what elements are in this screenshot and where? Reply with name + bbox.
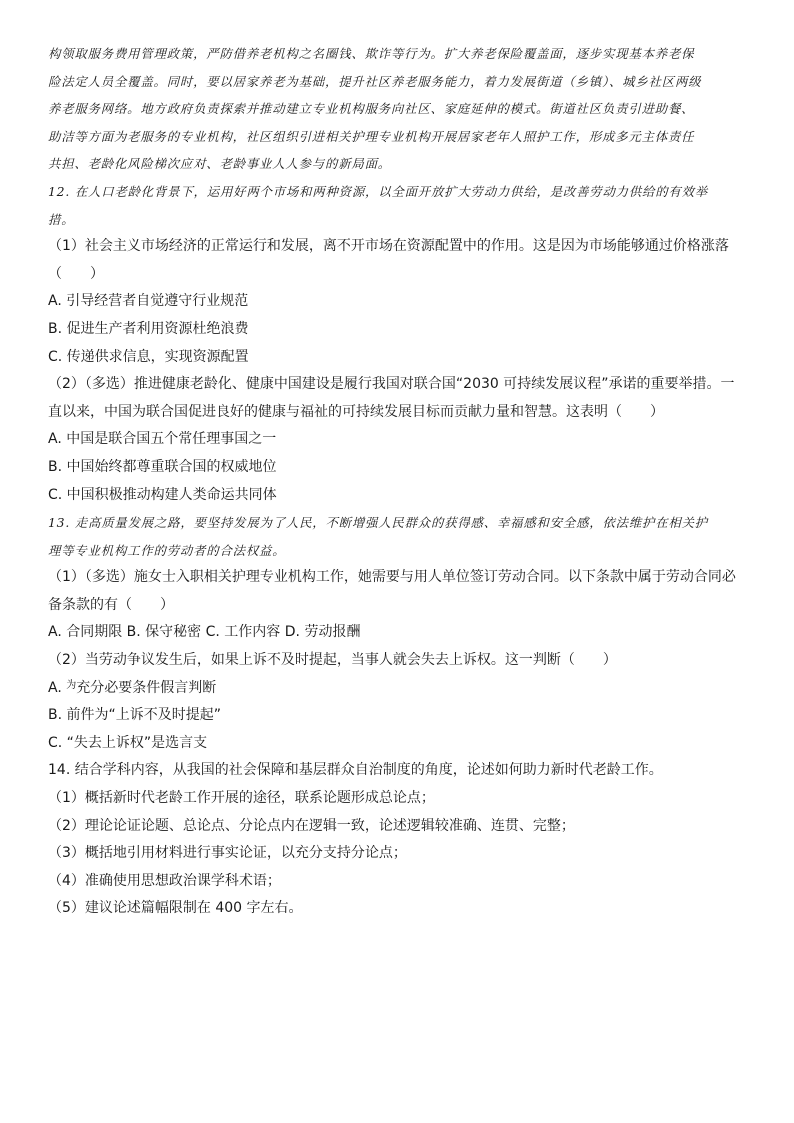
requirement-item: （1）概括新时代老龄工作开展的途径，联系论题形成总论点； xyxy=(48,790,435,807)
passage-line: 构领取服务费用管理政策，严防借养老机构之名圈钱、欺诈等行为。扩大养老保险覆盖面，逐步实现基本养老保 xyxy=(48,46,695,61)
option-a: A. 引导经营者自觉遵守行业规范 xyxy=(48,293,249,310)
question-13-1-stem: 备条款的有（ ） xyxy=(48,596,174,613)
question-14 xyxy=(48,757,752,923)
question-13-stem: 13. 走高质量发展之路，要坚持发展为了人民，不断增强人民群众的获得感、幸福感和安全感，依法维护在相关护 xyxy=(48,515,708,531)
requirement-item: （5）建议论述篇幅限制在 400 字左右。 xyxy=(48,900,303,917)
requirement-item: （2）理论论证论题、总论点、分论点内在逻辑一致，论述逻辑较准确、连贯、完整； xyxy=(48,817,575,834)
passage-line: 共担、老龄化风险梯次应对、老龄事业人人参与的新局面。 xyxy=(48,156,391,172)
question-13-1-stem: （1）（多选）施女士入职相关护理专业机构工作，她需要与用人单位签订劳动合同。以下条款中属于劳动合同必 xyxy=(48,569,736,586)
passage-line: 养老服务网络。地方政府负责探索并推动建立专业机构服务向社区、家庭延伸的模式。街道社区负责引进助餐、 xyxy=(48,101,695,117)
question-13-2-stem: （2）当劳动争议发生后，如果上诉不及时提起，当事人就会失去上诉权。这一判断（ ） xyxy=(48,652,617,669)
requirement-item: （3）概括地引用材料进行事实论证，以充分支持分论点； xyxy=(48,845,407,862)
option-b: B. 前件为“上诉不及时提起” xyxy=(48,707,222,724)
question-13 xyxy=(48,509,752,757)
option-a-text: 充分必要条件假言判断 xyxy=(76,679,217,696)
question-12-2-stem: （2）（多选）推进健康老龄化、健康中国建设是履行我国对联合国“2030 可持续发展议程”承诺的重要举措。一 xyxy=(48,376,735,393)
question-12 xyxy=(48,178,752,509)
passage xyxy=(48,40,752,178)
option-c: C. 传递供求信息，实现资源配置 xyxy=(48,348,249,365)
option-a xyxy=(48,675,752,703)
option-a-prefix: A. xyxy=(48,679,67,696)
option-b: B. 促进生产者利用资源杜绝浪费 xyxy=(48,320,249,337)
option-c: C. 中国积极推动构建人类命运共同体 xyxy=(48,486,277,503)
question-12-1-stem: （1）社会主义市场经济的正常运行和发展，离不开市场在资源配置中的作用。这是因为市场能够通过价格涨落 xyxy=(48,238,729,255)
exam-page xyxy=(48,40,752,923)
question-12-2-stem: 直以来，中国为联合国促进良好的健康与福祉的可持续发展目标而贡献力量和智慧。这表明（ ） xyxy=(48,403,664,420)
passage-line: 助洁等方面为老服务的专业机构，社区组织引进相关护理专业机构开展居家老年人照护工作，形成多元主体责任 xyxy=(48,128,695,144)
question-12-stem: 12. 在人口老龄化背景下，运用好两个市场和两种资源，以全面开放扩大劳动力供给，是改善劳动力供给的有效举 xyxy=(48,183,708,199)
question-12-1-stem: （ ） xyxy=(48,265,104,282)
option-a-superscript: 为 xyxy=(66,679,77,691)
option-c: C. “失去上诉权”是选言支 xyxy=(48,734,208,751)
question-14-stem: 14. 结合学科内容，从我国的社会保障和基层群众自治制度的角度，论述如何助力新时代老龄工作。 xyxy=(48,762,663,779)
option-a: A. 中国是联合国五个常任理事国之一 xyxy=(48,431,277,448)
requirement-item: （4）准确使用思想政治课学科术语； xyxy=(48,872,281,889)
question-12-stem: 措。 xyxy=(48,211,75,227)
passage-line: 险法定人员全覆盖。同时，要以居家养老为基础，提升社区养老服务能力，着力发展街道（乡镇）、城乡社区两级 xyxy=(48,73,702,89)
options-line: A. 合同期限 B. 保守秘密 C. 工作内容 D. 劳动报酬 xyxy=(48,624,361,641)
option-b: B. 中国始终都尊重联合国的权威地位 xyxy=(48,458,277,475)
question-13-stem: 理等专业机构工作的劳动者的合法权益。 xyxy=(48,542,286,558)
